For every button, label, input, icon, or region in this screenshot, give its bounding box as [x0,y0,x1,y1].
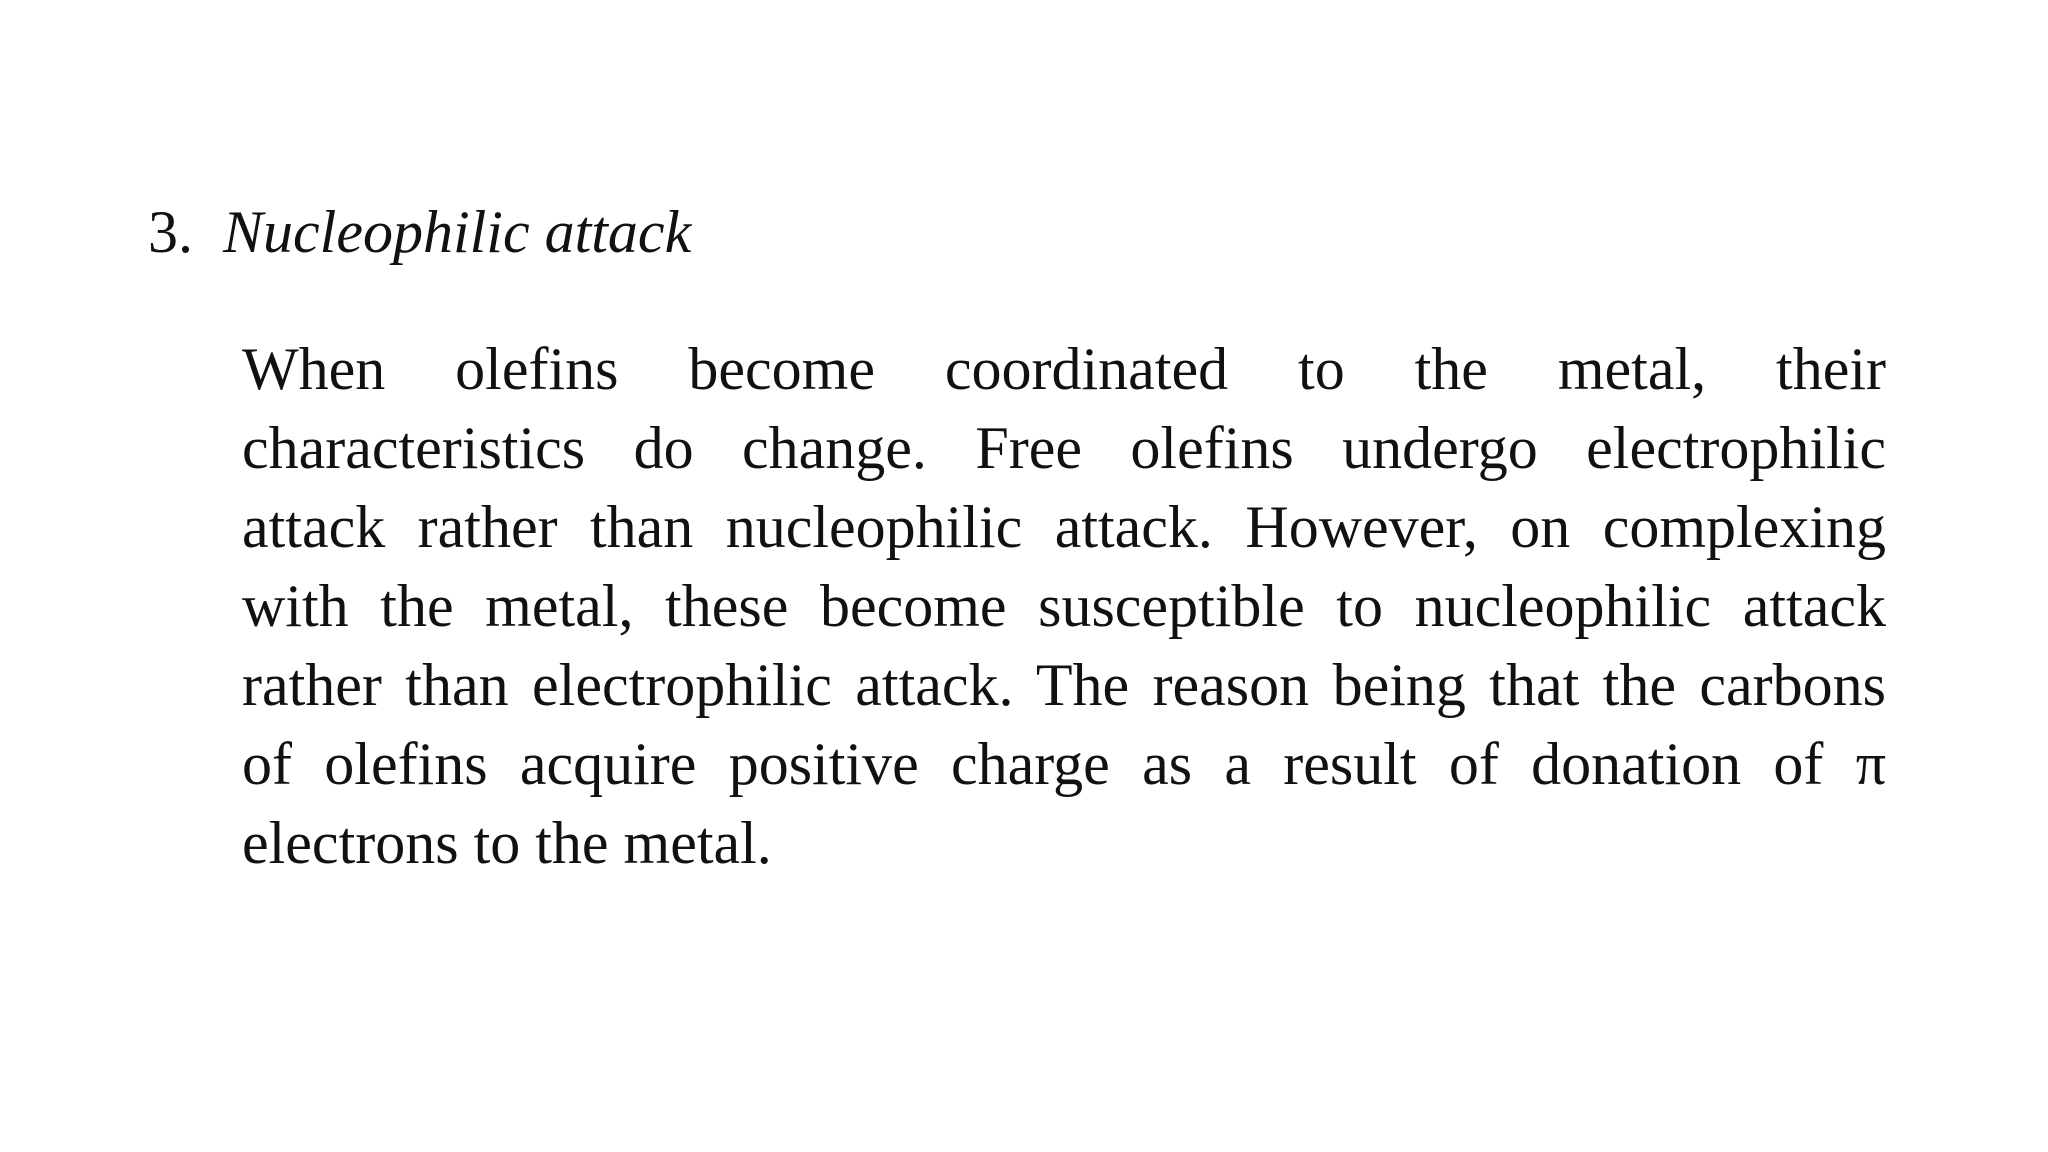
section-number: 3. [148,199,193,265]
paragraph-line: When olefins become coordinated to the metal, their [242,336,1886,402]
section-title: Nucleophilic attack [223,199,692,265]
paragraph-line: characteristics do change. Free olefins undergo electrophilic [242,415,1886,481]
paragraph-line: electrons to the metal. [242,810,772,876]
paragraph-line: with the metal, these become susceptible to nucleophilic attack [242,573,1886,639]
body-paragraph [242,330,1886,883]
paragraph-line: of olefins acquire positive charge as a result of donation of π [242,731,1886,797]
paragraph-line: attack rather than nucleophilic attack. However, on complexing [242,494,1886,560]
section-heading [148,196,691,268]
paragraph-line: rather than electrophilic attack. The reason being that the carbons [242,652,1886,718]
